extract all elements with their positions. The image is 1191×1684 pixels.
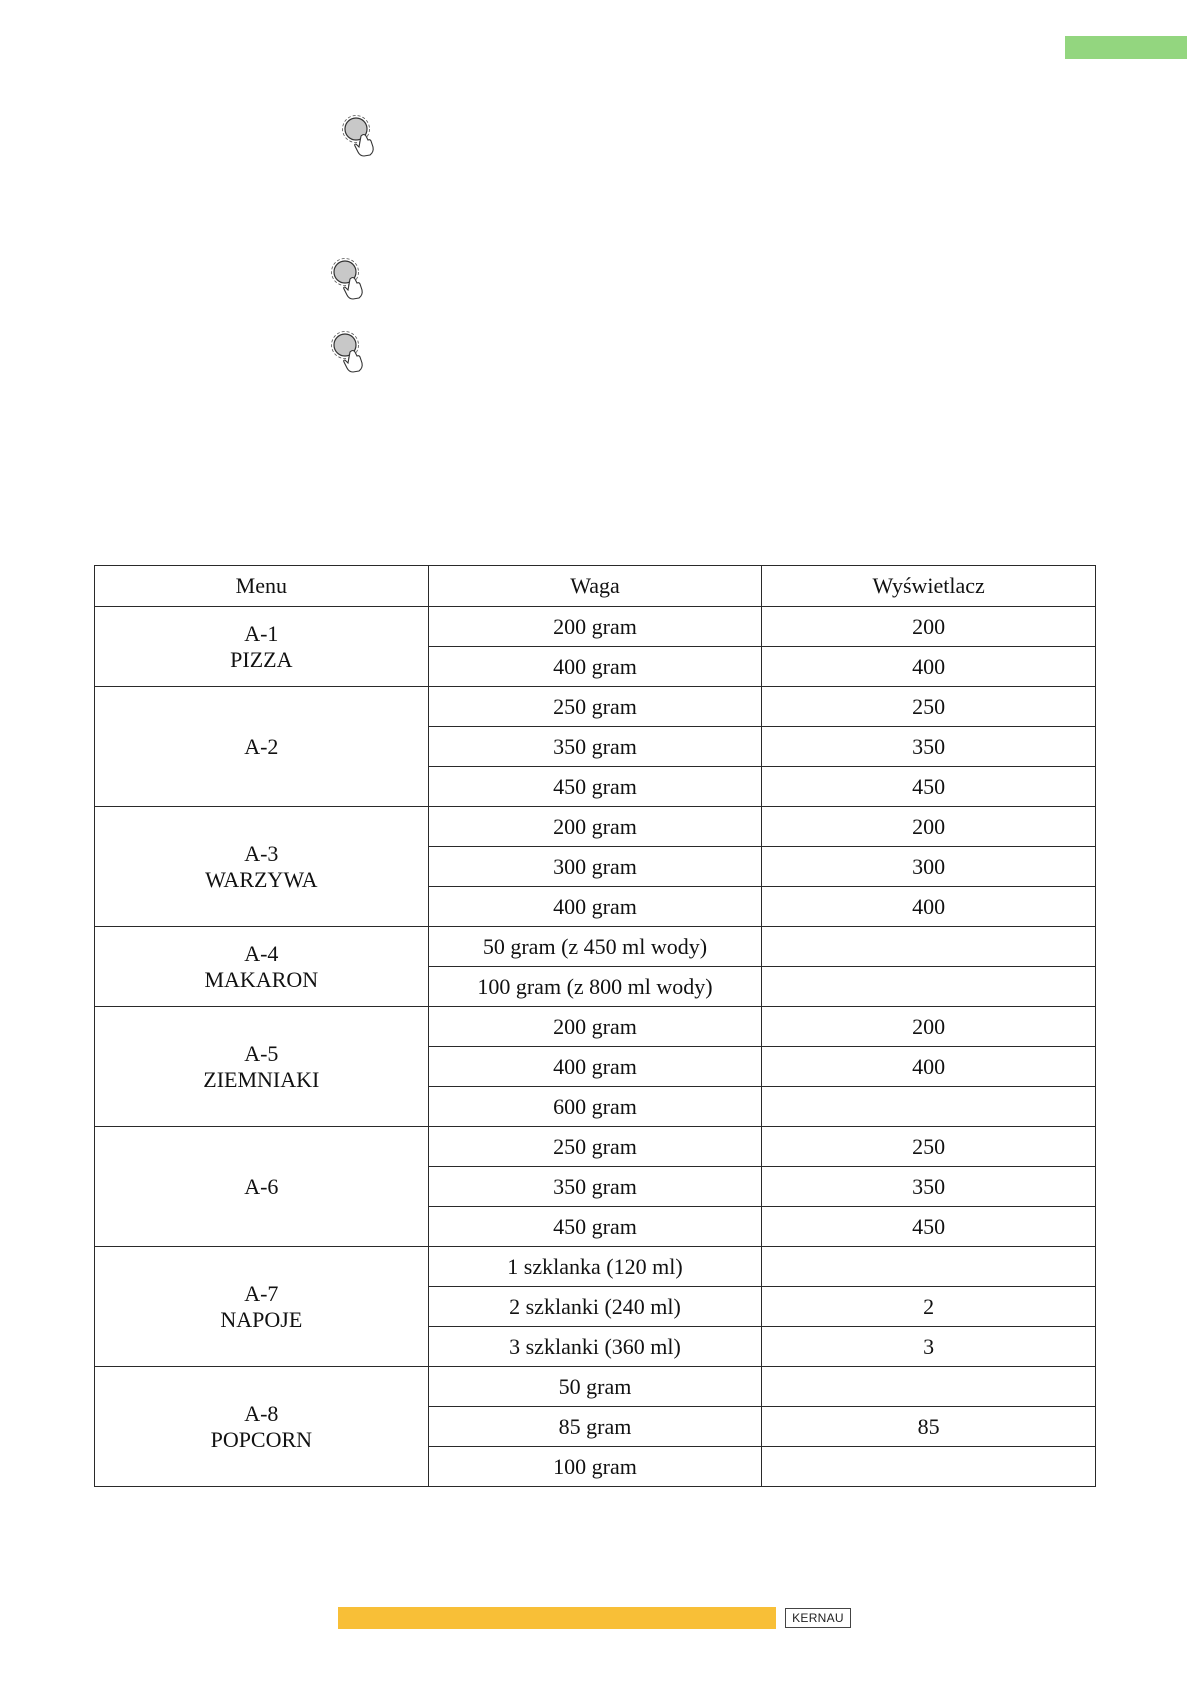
display-cell: 450 bbox=[762, 767, 1096, 807]
menu-program-name: POPCORN bbox=[210, 1426, 313, 1452]
display-cell bbox=[762, 967, 1096, 1007]
menu-program-name: WARZYWA bbox=[205, 866, 318, 892]
menu-program-name: NAPOJE bbox=[220, 1306, 303, 1332]
table-row bbox=[95, 1007, 1096, 1047]
weight-cell: 450 gram bbox=[428, 767, 762, 807]
weight-cell: 600 gram bbox=[428, 1087, 762, 1127]
menu-program-code: A-2 bbox=[244, 733, 279, 759]
auto-menu-table bbox=[94, 565, 1096, 1487]
menu-program-cell bbox=[95, 687, 429, 807]
weight-cell: 50 gram bbox=[428, 1367, 762, 1407]
display-cell bbox=[762, 1367, 1096, 1407]
display-cell: 350 bbox=[762, 1167, 1096, 1207]
display-cell: 450 bbox=[762, 1207, 1096, 1247]
weight-cell: 400 gram bbox=[428, 647, 762, 687]
menu-program-cell bbox=[95, 1247, 429, 1367]
display-cell: 400 bbox=[762, 1047, 1096, 1087]
display-cell bbox=[762, 1447, 1096, 1487]
menu-program-name: PIZZA bbox=[230, 646, 293, 672]
menu-program-code: A-4 bbox=[244, 940, 279, 966]
weight-cell: 200 gram bbox=[428, 1007, 762, 1047]
menu-program-code: A-1 bbox=[244, 620, 279, 646]
menu-program-cell bbox=[95, 807, 429, 927]
table-row bbox=[95, 807, 1096, 847]
display-cell: 85 bbox=[762, 1407, 1096, 1447]
display-cell: 2 bbox=[762, 1287, 1096, 1327]
display-cell: 350 bbox=[762, 727, 1096, 767]
display-cell: 3 bbox=[762, 1327, 1096, 1367]
weight-cell: 1 szklanka (120 ml) bbox=[428, 1247, 762, 1287]
display-cell: 400 bbox=[762, 647, 1096, 687]
display-cell: 250 bbox=[762, 1127, 1096, 1167]
rotary-knob-hand-icon bbox=[341, 114, 381, 158]
weight-cell: 250 gram bbox=[428, 687, 762, 727]
menu-program-code: A-3 bbox=[244, 840, 279, 866]
menu-program-cell bbox=[95, 1127, 429, 1247]
display-cell bbox=[762, 1247, 1096, 1287]
table-row bbox=[95, 1127, 1096, 1167]
weight-cell: 300 gram bbox=[428, 847, 762, 887]
brand-logo: KERNAU bbox=[785, 1608, 851, 1628]
header-weight: Waga bbox=[428, 566, 762, 607]
display-cell: 250 bbox=[762, 687, 1096, 727]
menu-program-name: ZIEMNIAKI bbox=[203, 1066, 320, 1092]
menu-program-code: A-7 bbox=[244, 1280, 279, 1306]
weight-cell: 2 szklanki (240 ml) bbox=[428, 1287, 762, 1327]
menu-program-cell bbox=[95, 607, 429, 687]
table-header-row bbox=[95, 566, 1096, 607]
table-row bbox=[95, 687, 1096, 727]
section-tab-marker bbox=[1065, 36, 1187, 59]
menu-program-cell bbox=[95, 927, 429, 1007]
display-cell: 300 bbox=[762, 847, 1096, 887]
weight-cell: 200 gram bbox=[428, 607, 762, 647]
menu-program-cell bbox=[95, 1007, 429, 1127]
table-row bbox=[95, 1247, 1096, 1287]
menu-program-code: A-8 bbox=[244, 1400, 279, 1426]
weight-cell: 250 gram bbox=[428, 1127, 762, 1167]
footer-bar bbox=[338, 1607, 776, 1629]
header-display: Wyświetlacz bbox=[762, 566, 1096, 607]
menu-program-code: A-6 bbox=[244, 1173, 279, 1199]
display-cell: 400 bbox=[762, 887, 1096, 927]
rotary-knob-hand-icon bbox=[330, 330, 370, 374]
weight-cell: 100 gram bbox=[428, 1447, 762, 1487]
display-cell: 200 bbox=[762, 1007, 1096, 1047]
weight-cell: 50 gram (z 450 ml wody) bbox=[428, 927, 762, 967]
menu-program-cell bbox=[95, 1367, 429, 1487]
display-cell: 200 bbox=[762, 607, 1096, 647]
weight-cell: 200 gram bbox=[428, 807, 762, 847]
weight-cell: 400 gram bbox=[428, 1047, 762, 1087]
weight-cell: 100 gram (z 800 ml wody) bbox=[428, 967, 762, 1007]
weight-cell: 3 szklanki (360 ml) bbox=[428, 1327, 762, 1367]
table-row bbox=[95, 607, 1096, 647]
display-cell bbox=[762, 1087, 1096, 1127]
table-row bbox=[95, 927, 1096, 967]
display-cell: 200 bbox=[762, 807, 1096, 847]
menu-program-code: A-5 bbox=[244, 1040, 279, 1066]
menu-program-name: MAKARON bbox=[204, 966, 319, 992]
table-row bbox=[95, 1367, 1096, 1407]
weight-cell: 400 gram bbox=[428, 887, 762, 927]
weight-cell: 450 gram bbox=[428, 1207, 762, 1247]
weight-cell: 85 gram bbox=[428, 1407, 762, 1447]
display-cell bbox=[762, 927, 1096, 967]
rotary-knob-hand-icon bbox=[330, 257, 370, 301]
weight-cell: 350 gram bbox=[428, 1167, 762, 1207]
weight-cell: 350 gram bbox=[428, 727, 762, 767]
header-menu: Menu bbox=[95, 566, 429, 607]
